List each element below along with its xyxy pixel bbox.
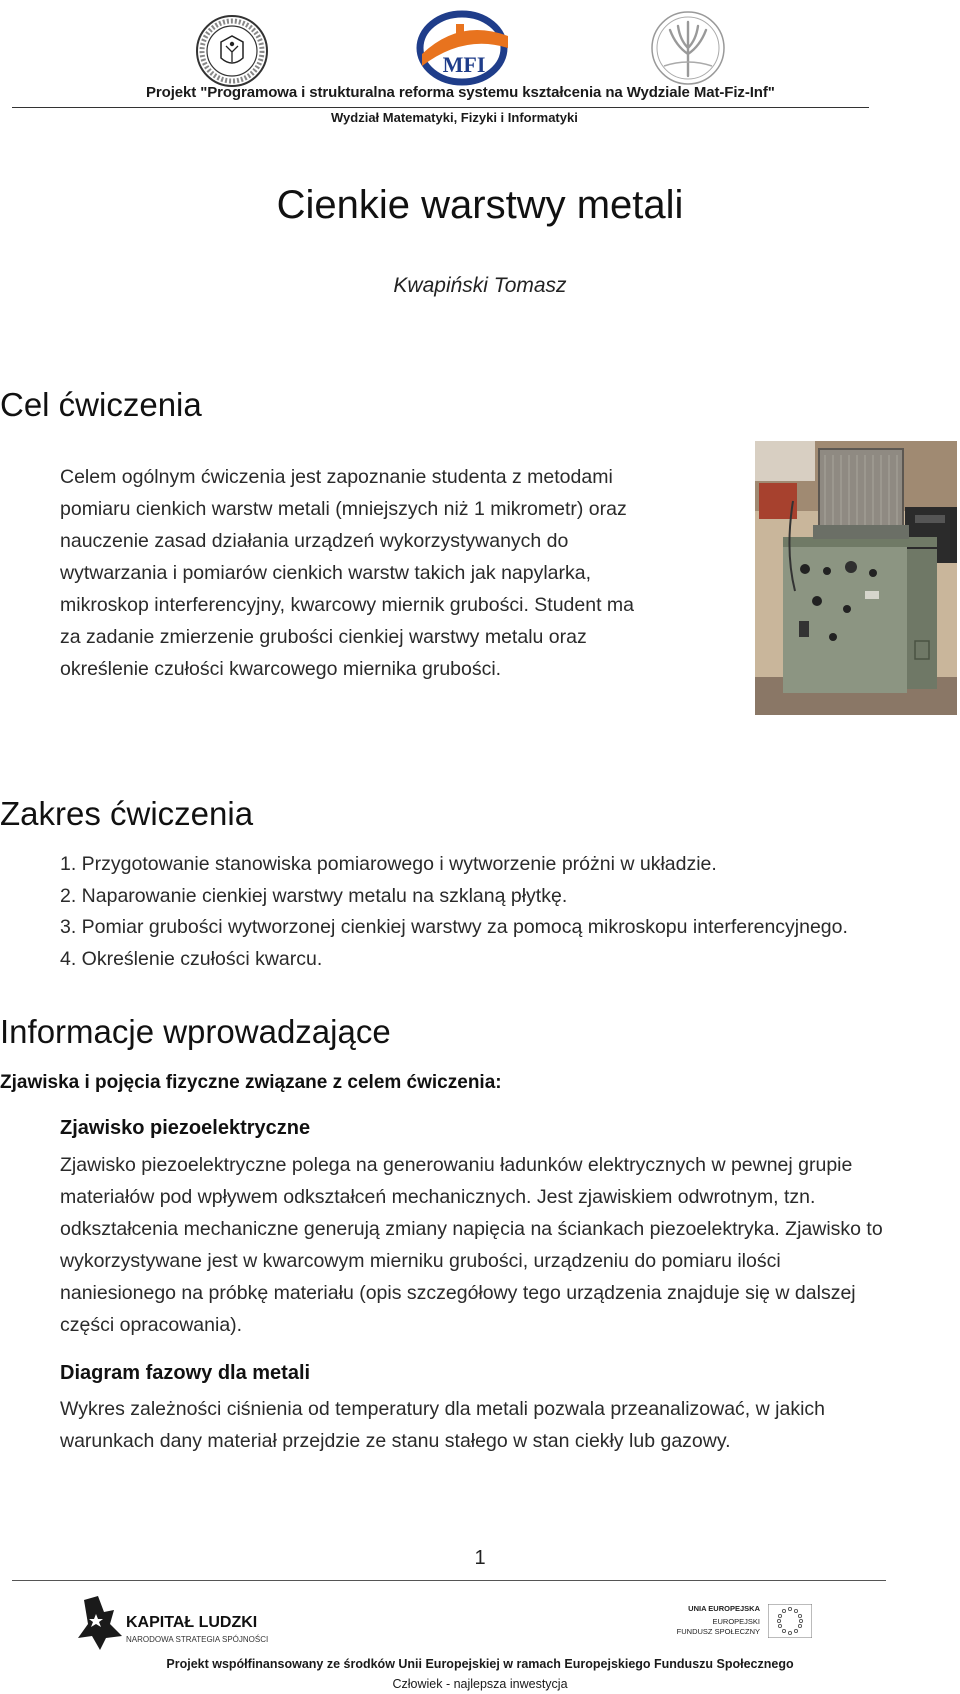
piezo-line: odkształcenia mechaniczne generują zmiany napięcia na ściankach piezoelektryka. Zjawisko to (60, 1218, 883, 1240)
kapital-ludzki-title: KAPITAŁ LUDZKI (126, 1614, 258, 1631)
goal-line: za zadanie zmierzenie grubości cienkiej warstwy metalu oraz (60, 626, 587, 648)
scope-list (60, 849, 848, 975)
piezo-line: części opracowania). (60, 1314, 243, 1336)
goal-line: nauczenie zasad działania urządzeń wykorzystywanych do (60, 530, 569, 552)
eu-line-1: UNIA EUROPEJSKA (688, 1604, 760, 1613)
kapital-ludzki-figure-icon (70, 1592, 130, 1652)
intro-subheading: Zjawiska i pojęcia fizyczne związane z celem ćwiczenia: (0, 1072, 502, 1093)
list-item: 2. Naparowanie cienkiej warstwy metalu na szklaną płytkę. (60, 884, 568, 907)
goal-line: Celem ogólnym ćwiczenia jest zapoznanie studenta z metodami (60, 466, 613, 488)
eu-fund-logo (668, 1602, 818, 1644)
cofinancing-note: Projekt współfinansowany ze środków Unii Europejskiej w ramach Europejskiego Funduszu Społecznego (166, 1657, 794, 1671)
kapital-ludzki-logo (70, 1592, 269, 1652)
phase-line: Wykres zależności ciśnienia od temperatury dla metali pozwala przeanalizować, w jakich (60, 1398, 825, 1420)
piezo-line: wykorzystywane jest w kwarcowym mierniku grubości, urządzeniu do pomiaru ilości (60, 1250, 781, 1272)
phase-paragraph (60, 1393, 940, 1457)
project-title: Projekt "Programowa i strukturalna reforma systemu kształcenia na Wydziale Mat-Fiz-Inf" (146, 84, 775, 101)
mfi-logo-icon (404, 8, 524, 86)
section-heading-goal: Cel ćwiczenia (0, 386, 202, 423)
goal-line: wytwarzania i pomiarów cienkich warstw takich jak napylarka, (60, 562, 592, 584)
section-heading-intro: Informacje wprowadzające (0, 1013, 391, 1050)
document-author: Kwapiński Tomasz (393, 274, 567, 297)
eu-line-2: EUROPEJSKI (712, 1617, 760, 1626)
piezo-line: naniesionego na próbkę materiału (opis szczegółowy tego urządzenia znajduje się w dalszej (60, 1282, 856, 1304)
piezo-line: materiałów pod wpływem odkształceń mechanicznych. Jest zjawiskiem odwrotnym, tzn. (60, 1186, 816, 1208)
umcs-university-seal-icon (195, 14, 269, 88)
footer-divider (12, 1580, 886, 1581)
goal-line: pomiaru cienkich warstw metali (mniejszych niż 1 mikrometr) oraz (60, 498, 627, 520)
faculty-tree-emblem-icon (650, 10, 726, 86)
header-divider (12, 107, 869, 108)
list-item: 3. Pomiar grubości wytworzonej cienkiej warstwy za pomocą mikroskopu interferencyjnego. (60, 916, 848, 938)
goal-line: mikroskop interferencyjny, kwarcowy miernik grubości. Student ma (60, 594, 635, 616)
eu-flag-icon (768, 1604, 812, 1638)
piezo-paragraph (60, 1149, 940, 1341)
list-item: 1. Przygotowanie stanowiska pomiarowego i wytworzenie próżni w układzie. (60, 853, 717, 875)
eu-line-3: FUNDUSZ SPOŁECZNY (676, 1627, 760, 1636)
slogan: Człowiek - najlepsza inwestycja (392, 1677, 568, 1691)
section-heading-scope: Zakres ćwiczenia (0, 795, 254, 832)
phase-diagram-heading: Diagram fazowy dla metali (60, 1362, 311, 1384)
faculty-name: Wydział Matematyki, Fizyki i Informatyki (331, 110, 578, 125)
document-title: Cienkie warstwy metali (276, 183, 684, 227)
vacuum-evaporator-photo (755, 441, 957, 715)
list-item: 4. Określenie czułości kwarcu. (60, 947, 323, 970)
kapital-ludzki-subtitle: NARODOWA STRATEGIA SPÓJNOŚCI (126, 1635, 269, 1644)
mfi-logo-text: MFI (442, 52, 486, 77)
goal-line: określenie czułości kwarcowego miernika grubości. (60, 658, 502, 680)
piezo-heading: Zjawisko piezoelektryczne (60, 1117, 311, 1139)
goal-paragraph (60, 461, 740, 685)
phase-line: warunkach dany materiał przejdzie ze stanu stałego w stan ciekły lub gazowy. (60, 1430, 731, 1452)
page-number: 1 (474, 1547, 486, 1569)
piezo-line: Zjawisko piezoelektryczne polega na generowaniu ładunków elektrycznych w pewnej grupie (60, 1154, 853, 1176)
